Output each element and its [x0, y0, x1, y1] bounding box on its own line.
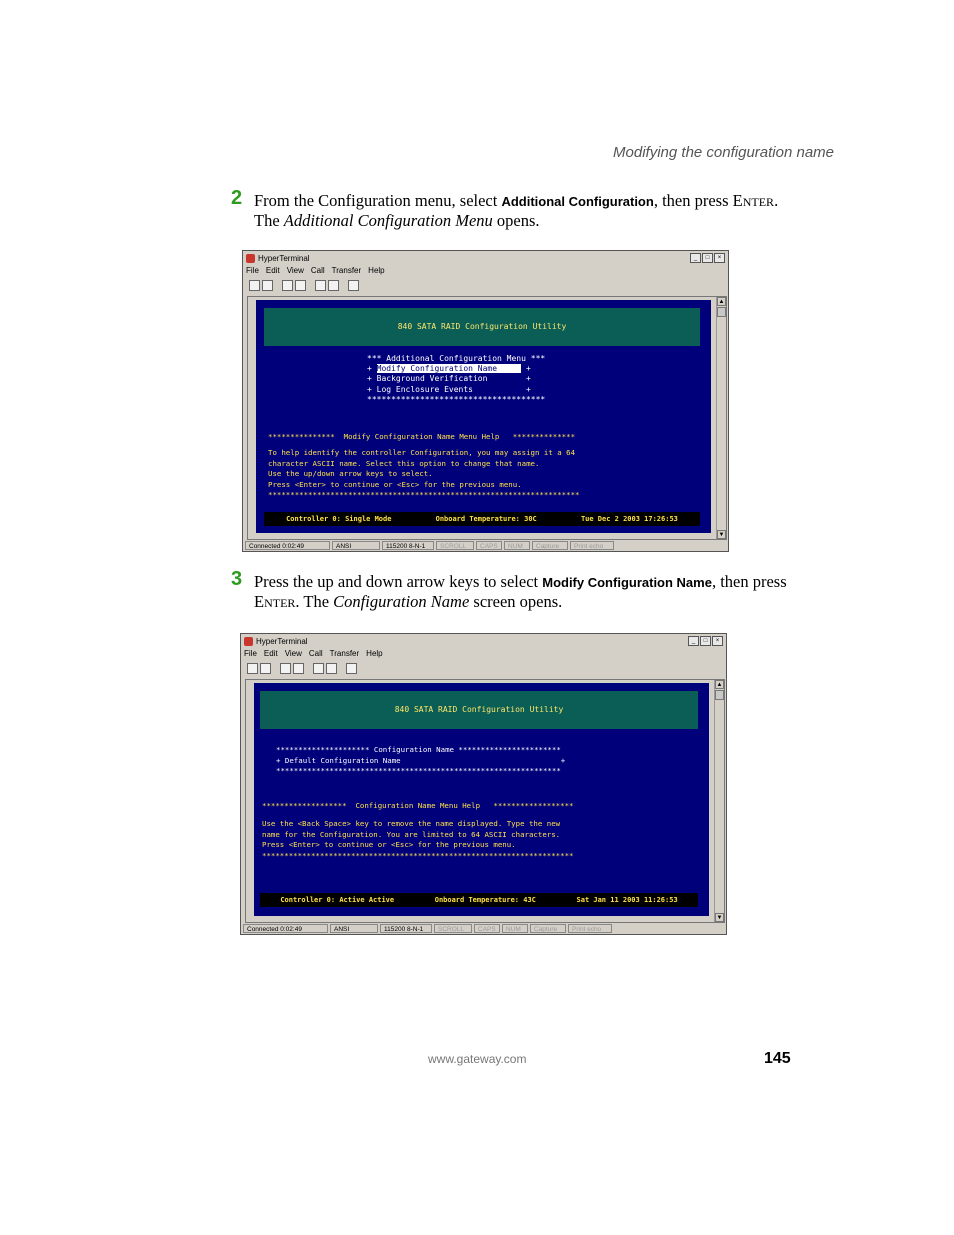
step-2: [231, 187, 791, 231]
title-bar: [244, 252, 727, 264]
menu-file[interactable]: File: [246, 265, 259, 275]
scroll-thumb[interactable]: [715, 690, 724, 700]
disconnect-icon[interactable]: [295, 280, 306, 291]
capture-indicator: Capture: [530, 924, 566, 933]
hyperterminal-window-1: [242, 250, 729, 552]
menu-title: *** Additional Configuration Menu ***: [367, 354, 546, 363]
hyperterminal-app-icon: [244, 637, 253, 646]
connected-time: Connected 0:02:49: [245, 541, 330, 550]
maximize-button[interactable]: □: [700, 636, 711, 646]
ui-term: Modify Configuration Name: [542, 575, 712, 590]
terminal-area: [245, 679, 725, 923]
menu-transfer[interactable]: Transfer: [331, 265, 362, 275]
key-name: Enter: [254, 592, 296, 611]
menu-bar: [246, 265, 725, 275]
menu-border: *************************************: [367, 395, 546, 404]
controller-status-line: [264, 512, 700, 526]
key-name: Enter: [732, 191, 775, 210]
scroll-up-icon[interactable]: ▲: [718, 299, 725, 305]
footer-url: www.gateway.com: [428, 1052, 527, 1066]
menu-call[interactable]: Call: [308, 648, 323, 658]
page-number: 145: [764, 1050, 791, 1067]
menu-view[interactable]: View: [286, 265, 304, 275]
close-button[interactable]: ×: [712, 636, 723, 646]
toolbar: [249, 278, 359, 292]
port-settings: 115200 8-N-1: [382, 541, 434, 550]
scroll-down-icon[interactable]: ▼: [716, 915, 723, 921]
open-icon[interactable]: [260, 663, 271, 674]
title-line: ********************* Configuration Name ***********************: [276, 745, 561, 754]
minimize-button[interactable]: _: [690, 253, 701, 263]
menu-help[interactable]: Help: [368, 265, 385, 275]
help-line: Use the <Back Space> key to remove the name displayed. Type the new: [262, 819, 561, 828]
receive-icon[interactable]: [326, 663, 337, 674]
help-line: Use the up/down arrow keys to select.: [268, 469, 433, 478]
vertical-scrollbar[interactable]: [714, 680, 724, 922]
running-head: Modifying the configuration name: [613, 144, 834, 161]
selected-item[interactable]: Modify Configuration Name: [376, 364, 522, 373]
temperature: Onboard Temperature: 30C: [435, 515, 537, 523]
controller-mode: Controller 0: Single Mode: [286, 515, 392, 523]
resize-grip-icon[interactable]: [717, 541, 726, 550]
window-title: HyperTerminal: [258, 253, 310, 263]
controller-mode: Controller 0: Active Active: [280, 896, 395, 904]
help-border: **********************************************************************: [262, 851, 574, 860]
connected-time: Connected 0:02:49: [243, 924, 328, 933]
date-time: Sat Jan 11 2003 11:26:53: [576, 896, 678, 904]
screen-name: Additional Configuration Menu: [283, 211, 493, 230]
scroll-indicator: SCROLL: [434, 924, 472, 933]
hyperterminal-window-2: [240, 633, 727, 935]
status-bar: [245, 540, 726, 550]
help-border: **********************************************************************: [268, 490, 580, 499]
caps-indicator: CAPS: [474, 924, 500, 933]
default-name-field[interactable]: + Default Configuration Name +: [276, 756, 566, 765]
num-indicator: NUM: [504, 541, 530, 550]
step-text: Press the up and down arrow keys to select Modify Configuration Name, then press Enter. The Configuration Name screen opens.: [254, 572, 787, 611]
new-icon[interactable]: [249, 280, 260, 291]
help-line: To help identify the controller Configuration, you may assign it a 64: [268, 448, 576, 457]
num-indicator: NUM: [502, 924, 528, 933]
help-line: Press <Enter> to continue or <Esc> for the previous menu.: [262, 840, 516, 849]
capture-indicator: Capture: [532, 541, 568, 550]
help-line: character ASCII name. Select this option to change that name.: [268, 459, 540, 468]
hyperterminal-app-icon: [246, 254, 255, 263]
menu-call[interactable]: Call: [310, 265, 325, 275]
controller-status-line: [260, 893, 698, 907]
send-icon[interactable]: [313, 663, 324, 674]
disconnect-icon[interactable]: [293, 663, 304, 674]
scroll-down-icon[interactable]: ▼: [718, 532, 725, 538]
menu-edit[interactable]: Edit: [265, 265, 280, 275]
temperature: Onboard Temperature: 43C: [434, 896, 536, 904]
emulation: ANSI: [332, 541, 380, 550]
menu-view[interactable]: View: [284, 648, 302, 658]
help-title: ******************* Configuration Name Menu Help ******************: [262, 801, 574, 810]
step-number: 3: [231, 568, 243, 590]
emulation: ANSI: [330, 924, 378, 933]
call-icon[interactable]: [280, 663, 291, 674]
step-text: From the Configuration menu, select Additional Configuration, then press Enter. The Additional Configuration Menu opens.: [254, 191, 779, 230]
toolbar: [247, 661, 357, 675]
screen-name: Configuration Name: [333, 592, 470, 611]
help-line: name for the Configuration. You are limited to 64 ASCII characters.: [262, 830, 561, 839]
minimize-button[interactable]: _: [688, 636, 699, 646]
resize-grip-icon[interactable]: [715, 924, 724, 933]
ui-term: Additional Configuration: [501, 194, 654, 209]
scroll-thumb[interactable]: [717, 307, 726, 317]
utility-banner: 840 SATA RAID Configuration Utility: [260, 691, 698, 729]
open-icon[interactable]: [262, 280, 273, 291]
date-time: Tue Dec 2 2003 17:26:53: [580, 515, 678, 523]
new-icon[interactable]: [247, 663, 258, 674]
menu-item[interactable]: + Modify Configuration Name +: [367, 364, 531, 373]
port-settings: 115200 8-N-1: [380, 924, 432, 933]
menu-edit[interactable]: Edit: [263, 648, 278, 658]
step-3: [231, 568, 791, 612]
terminal-area: [247, 296, 727, 540]
menu-item[interactable]: + Background Verification +: [367, 374, 531, 383]
close-button[interactable]: ×: [714, 253, 725, 263]
menu-transfer[interactable]: Transfer: [329, 648, 360, 658]
help-title: *************** Modify Configuration Name Menu Help **************: [268, 432, 576, 441]
terminal-screen: [254, 683, 709, 916]
menu-item[interactable]: + Log Enclosure Events +: [367, 385, 531, 394]
receive-icon[interactable]: [328, 280, 339, 291]
utility-banner: 840 SATA RAID Configuration Utility: [264, 308, 700, 346]
step-number: 2: [231, 187, 243, 209]
send-icon[interactable]: [315, 280, 326, 291]
maximize-button[interactable]: □: [702, 253, 713, 263]
help-line: Press <Enter> to continue or <Esc> for the previous menu.: [268, 480, 522, 489]
scroll-up-icon[interactable]: ▲: [716, 682, 723, 688]
title-bar: [242, 635, 725, 647]
menu-file[interactable]: File: [244, 648, 257, 658]
caps-indicator: CAPS: [476, 541, 502, 550]
terminal-screen: [256, 300, 711, 533]
properties-icon[interactable]: [346, 663, 357, 674]
scroll-indicator: SCROLL: [436, 541, 474, 550]
call-icon[interactable]: [282, 280, 293, 291]
status-bar: [243, 923, 724, 933]
menu-help[interactable]: Help: [366, 648, 383, 658]
vertical-scrollbar[interactable]: [716, 297, 726, 539]
print-echo-indicator: Print echo: [570, 541, 614, 550]
print-echo-indicator: Print echo: [568, 924, 612, 933]
border-line: ****************************************************************: [276, 766, 561, 775]
window-title: HyperTerminal: [256, 636, 308, 646]
menu-bar: [244, 648, 723, 658]
properties-icon[interactable]: [348, 280, 359, 291]
